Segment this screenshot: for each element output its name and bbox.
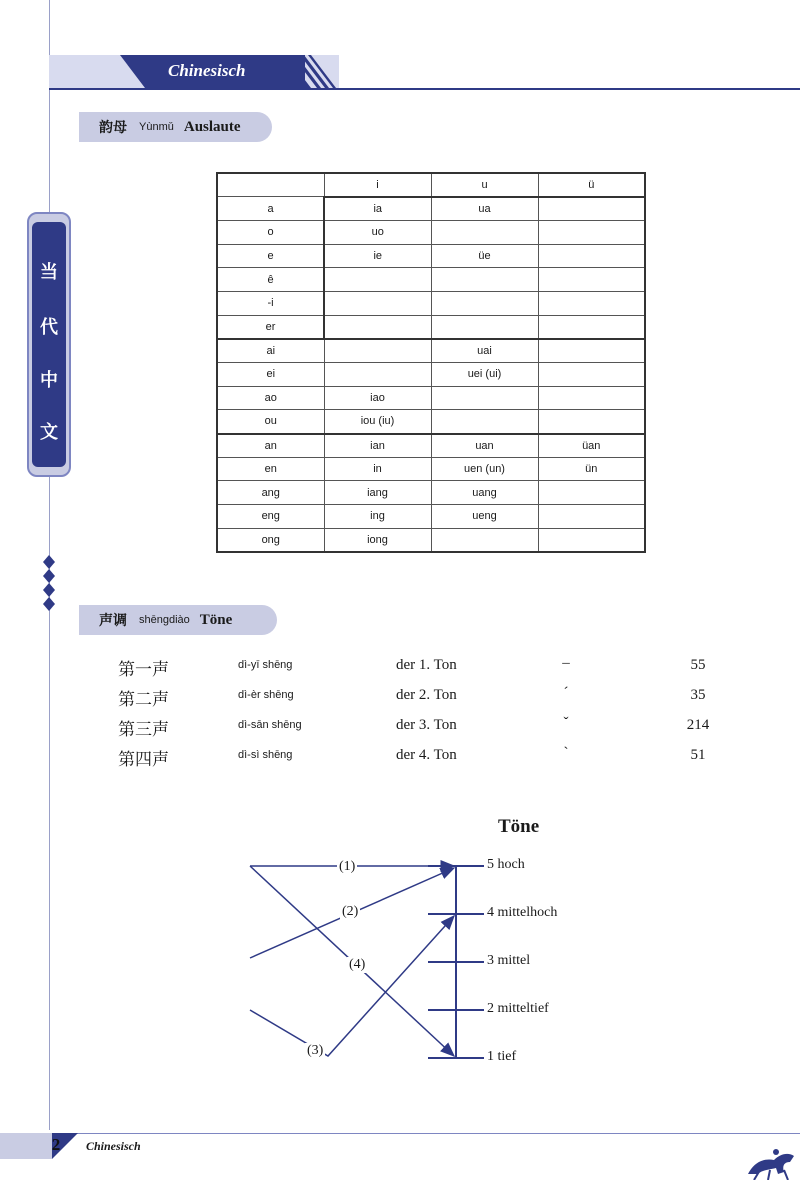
table-row — [217, 528, 645, 552]
side-tab-char-1: 当 — [40, 262, 58, 283]
table-cell — [324, 291, 431, 315]
table-row — [217, 410, 645, 434]
tone-value: 35 — [690, 687, 706, 703]
table-cell — [538, 315, 645, 339]
tone-value: 55 — [690, 657, 706, 673]
side-tab-char-2: 代 — [40, 317, 58, 338]
table-header-row — [217, 173, 645, 197]
table-cell — [324, 339, 431, 363]
table-cell: uai — [431, 339, 538, 363]
table-cell: uang — [431, 481, 538, 505]
table-cell: iang — [324, 481, 431, 505]
tone-row — [118, 745, 718, 769]
table-cell: ou — [217, 410, 324, 434]
footer-rule — [0, 1133, 800, 1134]
header-title: Chinesisch — [168, 61, 246, 80]
footer-title: Chinesisch — [86, 1139, 141, 1153]
table-cell: a — [217, 197, 324, 221]
tone-row — [118, 685, 718, 709]
table-cell: uo — [324, 220, 431, 244]
table-cell: er — [217, 315, 324, 339]
header-stripes — [278, 55, 338, 88]
footer-band — [0, 1133, 52, 1159]
table-cell: ai — [217, 339, 324, 363]
table-cell: ueng — [431, 505, 538, 529]
level-label-3: 3 mittel — [487, 953, 531, 968]
tone-hanzi: 第一声 — [118, 660, 169, 680]
table-cell: ie — [324, 244, 431, 268]
tone-hanzi: 第四声 — [118, 750, 169, 770]
table-cell: -i — [217, 291, 324, 315]
tone-german: der 4. Ton — [396, 747, 457, 763]
table-cell: uen (un) — [431, 457, 538, 481]
tone-line-3 — [250, 916, 454, 1056]
tone-label-2: (2) — [342, 904, 359, 919]
tone-pinyin: dì-yī shēng — [238, 659, 293, 671]
table-cell: ang — [217, 481, 324, 505]
tone-label-4: (4) — [349, 957, 366, 972]
table-row — [217, 434, 645, 458]
table-row — [217, 363, 645, 387]
tone-pinyin: dì-sì shēng — [238, 749, 293, 761]
tone-row — [118, 655, 718, 679]
table-cell — [538, 291, 645, 315]
table-cell — [538, 197, 645, 221]
table-row — [217, 315, 645, 339]
table-cell — [538, 528, 645, 552]
table-cell — [431, 268, 538, 292]
table-cell: üe — [431, 244, 538, 268]
tone-hanzi: 第二声 — [118, 690, 169, 710]
table-cell — [538, 505, 645, 529]
tone-mark: – — [562, 655, 570, 671]
table-cell: o — [217, 220, 324, 244]
level-label-5: 5 hoch — [487, 857, 525, 872]
table-cell — [324, 363, 431, 387]
table-cell — [324, 268, 431, 292]
level-label-2: 2 mitteltief — [487, 1001, 549, 1016]
table-cell: üan — [538, 434, 645, 458]
tone-german: der 2. Ton — [396, 687, 457, 703]
table-row — [217, 197, 645, 221]
level-label-1: 1 tief — [487, 1049, 517, 1064]
section-heading-tones — [79, 605, 277, 635]
table-cell: iong — [324, 528, 431, 552]
table-header-cell: u — [431, 173, 538, 197]
table-header-cell — [217, 173, 324, 197]
tone-value: 214 — [686, 717, 710, 733]
table-cell: ün — [538, 457, 645, 481]
table-cell — [538, 363, 645, 387]
tone-hanzi: 第三声 — [118, 720, 169, 740]
table-cell: uei (ui) — [431, 363, 538, 387]
side-tab-char-4: 文 — [40, 422, 58, 443]
tone-mark: ˊ — [563, 685, 569, 701]
finals-table — [216, 172, 646, 553]
section-finals-de: Auslaute — [183, 118, 241, 135]
section-heading-finals — [79, 112, 272, 142]
table-row — [217, 220, 645, 244]
horse-rider-icon — [740, 1140, 800, 1180]
table-cell — [431, 410, 538, 434]
level-label-4: 4 mittelhoch — [487, 905, 558, 920]
table-cell — [538, 220, 645, 244]
table-cell — [538, 339, 645, 363]
tone-value: 51 — [690, 747, 706, 763]
table-cell — [538, 481, 645, 505]
table-cell: ian — [324, 434, 431, 458]
section-finals-pinyin: Yùnmǔ — [139, 121, 174, 133]
table-cell: ia — [324, 197, 431, 221]
section-tones-pinyin: shēngdiào — [139, 614, 190, 626]
tone-german: der 3. Ton — [396, 717, 457, 733]
diagram-title: Töne — [498, 816, 540, 837]
table-row — [217, 457, 645, 481]
tone-label-3: (3) — [307, 1043, 324, 1058]
tone-pinyin: dì-sān shēng — [238, 719, 302, 731]
header-rule — [49, 88, 800, 90]
tone-mark: ˋ — [563, 745, 569, 761]
side-ornament-icon — [41, 555, 57, 611]
section-tones-zh: 声调 — [99, 613, 127, 629]
table-row — [217, 386, 645, 410]
page-number: 2 — [51, 1135, 61, 1154]
side-tab-char-3: 中 — [40, 370, 58, 391]
table-cell — [538, 244, 645, 268]
tone-diagram — [240, 850, 600, 1075]
table-cell — [324, 315, 431, 339]
table-cell: ei — [217, 363, 324, 387]
table-cell: ua — [431, 197, 538, 221]
table-row — [217, 268, 645, 292]
table-cell: iou (iu) — [324, 410, 431, 434]
table-cell: en — [217, 457, 324, 481]
table-row — [217, 505, 645, 529]
table-cell: eng — [217, 505, 324, 529]
table-cell: an — [217, 434, 324, 458]
table-row — [217, 291, 645, 315]
table-cell — [431, 291, 538, 315]
table-header-cell: ü — [538, 173, 645, 197]
table-cell: ong — [217, 528, 324, 552]
table-row — [217, 244, 645, 268]
table-header-cell: i — [324, 173, 431, 197]
tone-pinyin: dì-èr shēng — [238, 689, 294, 701]
table-cell — [431, 528, 538, 552]
table-cell — [431, 220, 538, 244]
tone-german: der 1. Ton — [396, 657, 457, 673]
section-tones-de: Töne — [199, 611, 233, 628]
table-cell — [538, 268, 645, 292]
table-cell: e — [217, 244, 324, 268]
table-row — [217, 339, 645, 363]
table-cell: ing — [324, 505, 431, 529]
table-cell — [538, 386, 645, 410]
section-finals-zh: 韵母 — [99, 120, 127, 136]
tone-mark: ˇ — [563, 715, 569, 731]
tone-row — [118, 715, 718, 739]
table-cell — [431, 386, 538, 410]
table-cell: ê — [217, 268, 324, 292]
table-cell: in — [324, 457, 431, 481]
table-cell: ao — [217, 386, 324, 410]
table-cell: uan — [431, 434, 538, 458]
table-cell — [538, 410, 645, 434]
tone-label-1: (1) — [339, 859, 356, 874]
table-row — [217, 481, 645, 505]
table-cell: iao — [324, 386, 431, 410]
table-cell — [431, 315, 538, 339]
